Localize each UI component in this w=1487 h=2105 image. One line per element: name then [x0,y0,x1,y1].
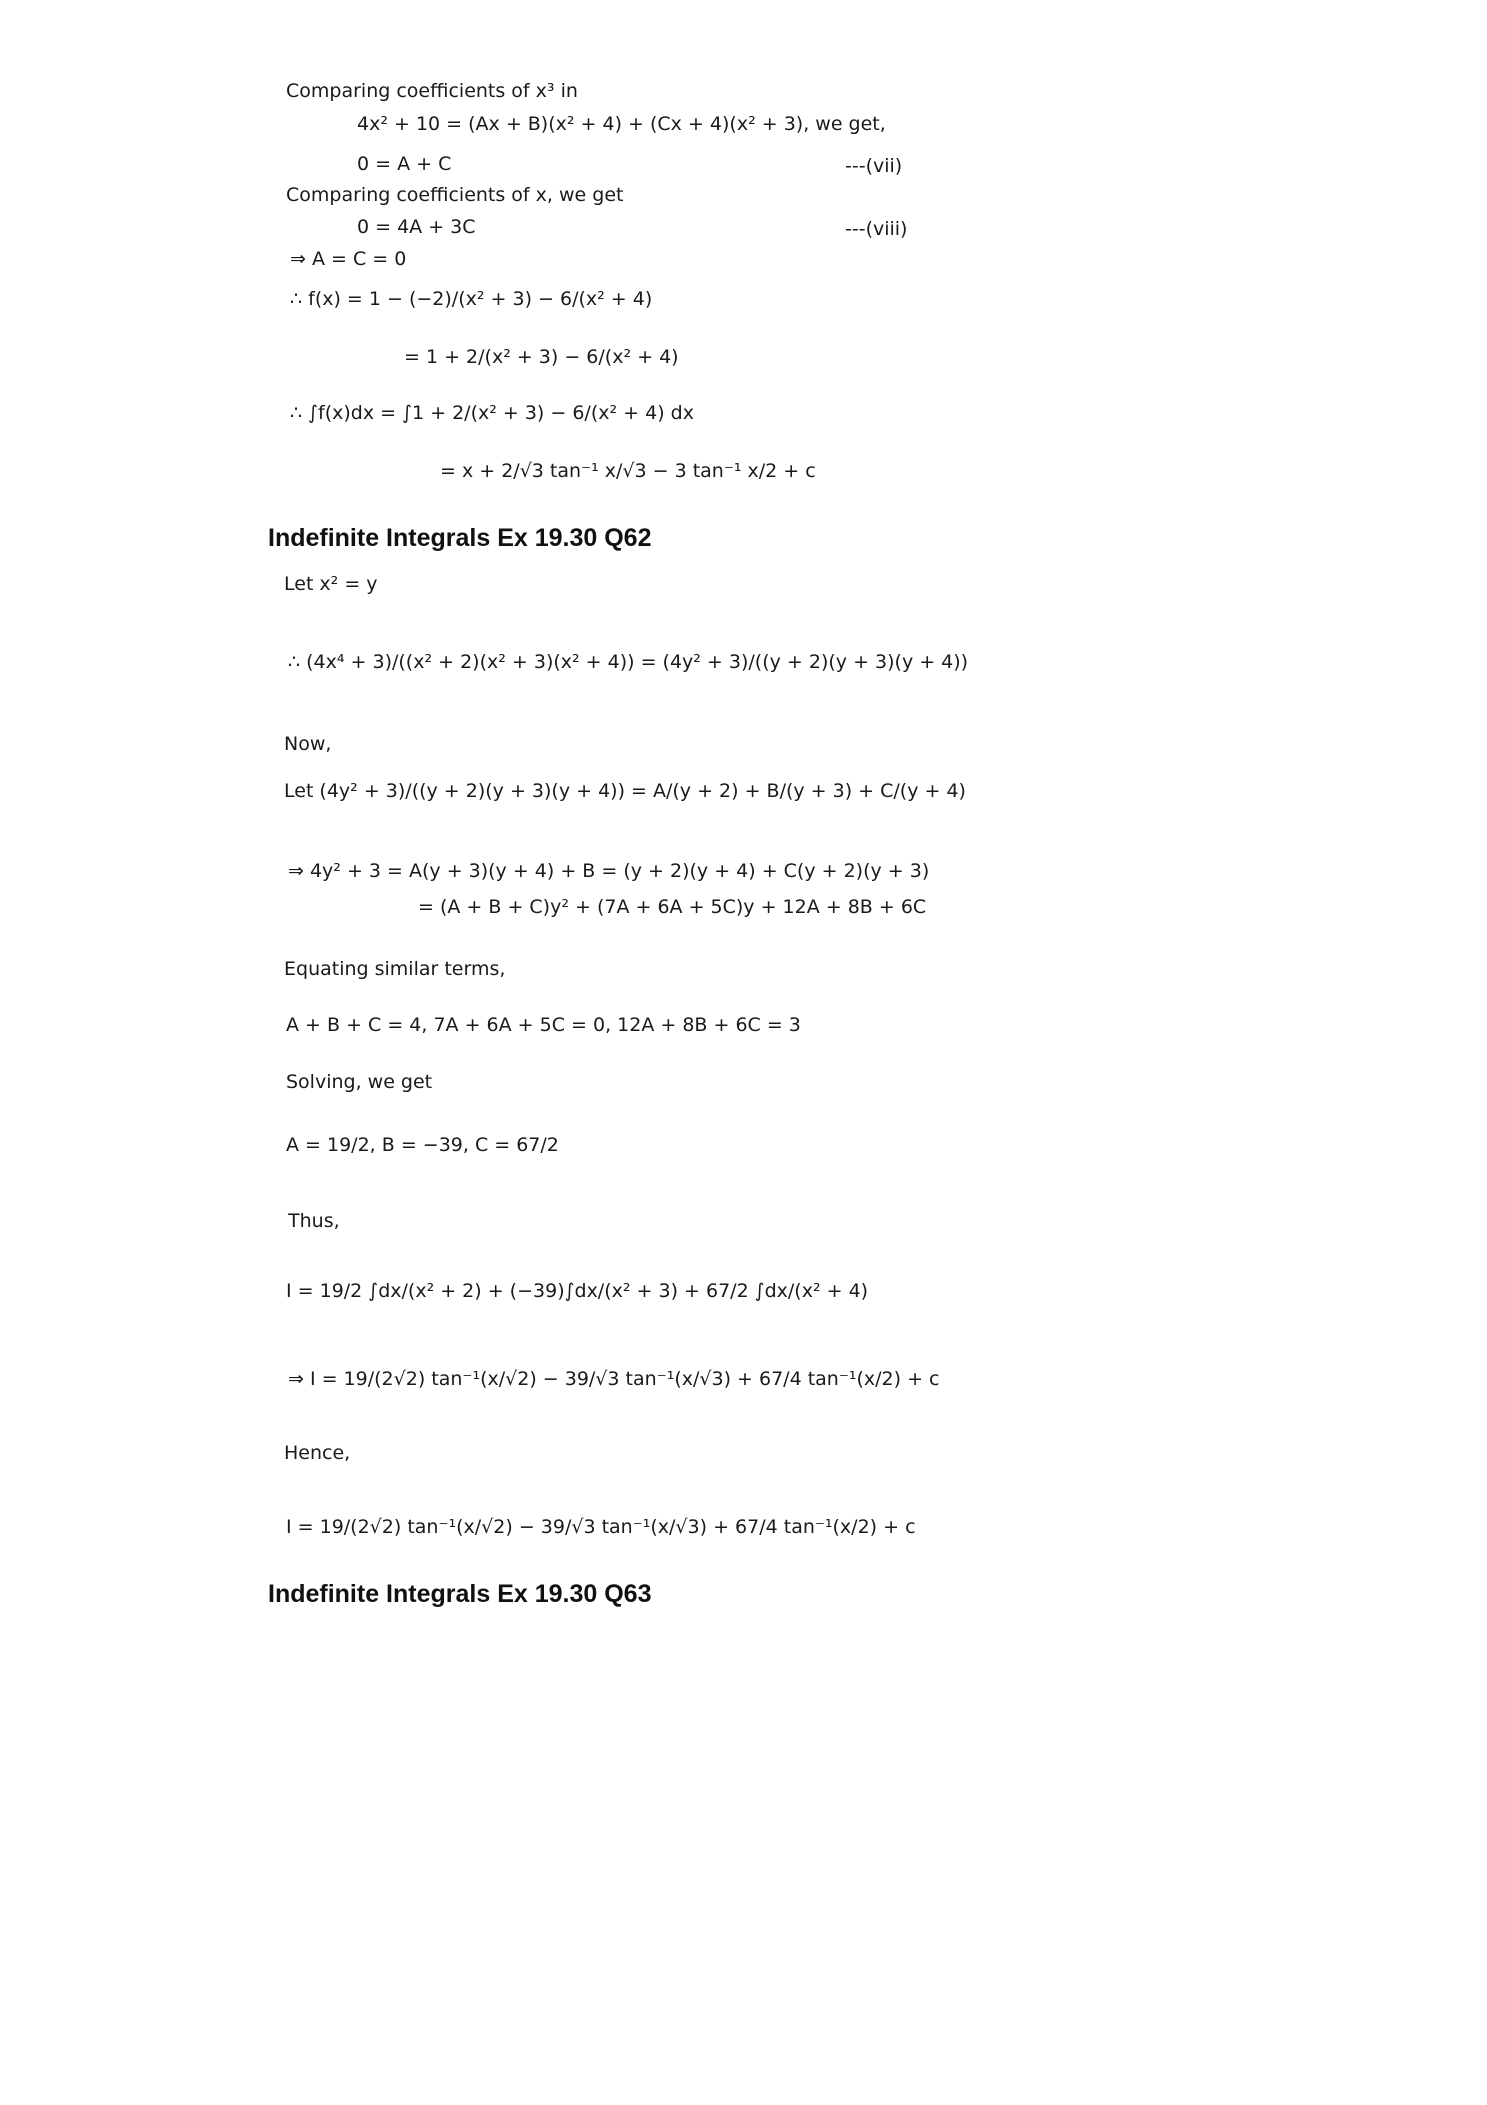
text-comparing-x3 [286,82,578,101]
equation-integral-evaluated [288,1370,939,1389]
equation-vii [357,155,451,174]
equation-coefficients [286,1136,559,1155]
heading-q62: Indefinite Integrals Ex 19.30 Q62 [268,524,652,552]
equation-partial-fractions [284,782,966,801]
math-line: = x + 2/√3 tan⁻¹ x/√3 − 3 tan⁻¹ x/2 + c [440,460,816,482]
tag-viii: ---(viii) [845,218,908,240]
equation-viii [357,218,476,237]
equation-integral-sum [286,1282,868,1301]
equation-final-answer [286,1518,916,1537]
math-line: 0 = A + C [357,153,452,175]
math-line: Let (4y² + 3)/((y + 2)(y + 3)(y + 4)) = A/(y + 2) + B/(y + 3) + C/(y + 4) [284,780,966,802]
text-let-substitution [284,575,378,594]
math-line: I = 19/2 ∫dx/(x² + 2) + (−39)∫dx/(x² + 3) + 67/2 ∫dx/(x² + 4) [286,1280,869,1302]
math-line: Solving, we get [286,1071,433,1093]
equation-expansion [357,115,886,134]
equation-identity [288,862,929,881]
equation-system [286,1016,801,1035]
math-line: ∴ ∫f(x)dx = ∫1 + 2/(x² + 3) − 6/(x² + 4) dx [290,402,694,424]
math-line: ⇒ A = C = 0 [290,248,407,270]
math-line: Let x² = y [284,573,378,595]
text-thus [288,1212,340,1231]
math-line: Thus, [288,1210,340,1232]
math-line: ⇒ 4y² + 3 = A(y + 3)(y + 4) + B = (y + 2)(y + 4) + C(y + 2)(y + 3) [288,860,930,882]
math-line: 4x² + 10 = (Ax + B)(x² + 4) + (Cx + 4)(x² + 3), we get, [357,113,886,135]
math-line: ⇒ I = 19/(2√2) tan⁻¹(x/√2) − 39/√3 tan⁻¹(x/√3) + 67/4 tan⁻¹(x/2) + c [288,1368,940,1390]
math-line: ∴ f(x) = 1 − (−2)/(x² + 3) − 6/(x² + 4) [290,288,653,310]
text-equating [284,960,505,979]
text-solving [286,1073,432,1092]
math-line: A + B + C = 4, 7A + 6A + 5C = 0, 12A + 8B + 6C = 3 [286,1014,801,1036]
text-hence [284,1444,350,1463]
equation-a-c-zero [290,250,406,269]
equation-substituted-fraction [288,653,968,672]
equation-integral-fx [290,404,694,423]
equation-fx-simplified [404,348,679,367]
math-line: Now, [284,733,332,755]
equation-fx [290,290,652,309]
math-line: Comparing coefficients of x³ in [286,80,578,102]
equation-expanded [418,898,926,917]
math-line: 0 = 4A + 3C [357,216,476,238]
equation-integral-result [440,462,816,481]
math-line: ∴ (4x⁴ + 3)/((x² + 2)(x² + 3)(x² + 4)) = (4y² + 3)/((y + 2)(y + 3)(y + 4)) [288,651,969,673]
heading-q63: Indefinite Integrals Ex 19.30 Q63 [268,1580,652,1608]
text-comparing-x [286,186,623,205]
tag-vii: ---(vii) [845,155,903,177]
math-line: Equating similar terms, [284,958,506,980]
math-line: = (A + B + C)y² + (7A + 6A + 5C)y + 12A + 8B + 6C [418,896,927,918]
math-line: Comparing coefficients of x, we get [286,184,624,206]
math-line: A = 19/2, B = −39, C = 67/2 [286,1134,559,1156]
math-line: I = 19/(2√2) tan⁻¹(x/√2) − 39/√3 tan⁻¹(x/√3) + 67/4 tan⁻¹(x/2) + c [286,1516,916,1538]
text-now [284,735,331,754]
math-line: Hence, [284,1442,351,1464]
math-line: = 1 + 2/(x² + 3) − 6/(x² + 4) [404,346,679,368]
